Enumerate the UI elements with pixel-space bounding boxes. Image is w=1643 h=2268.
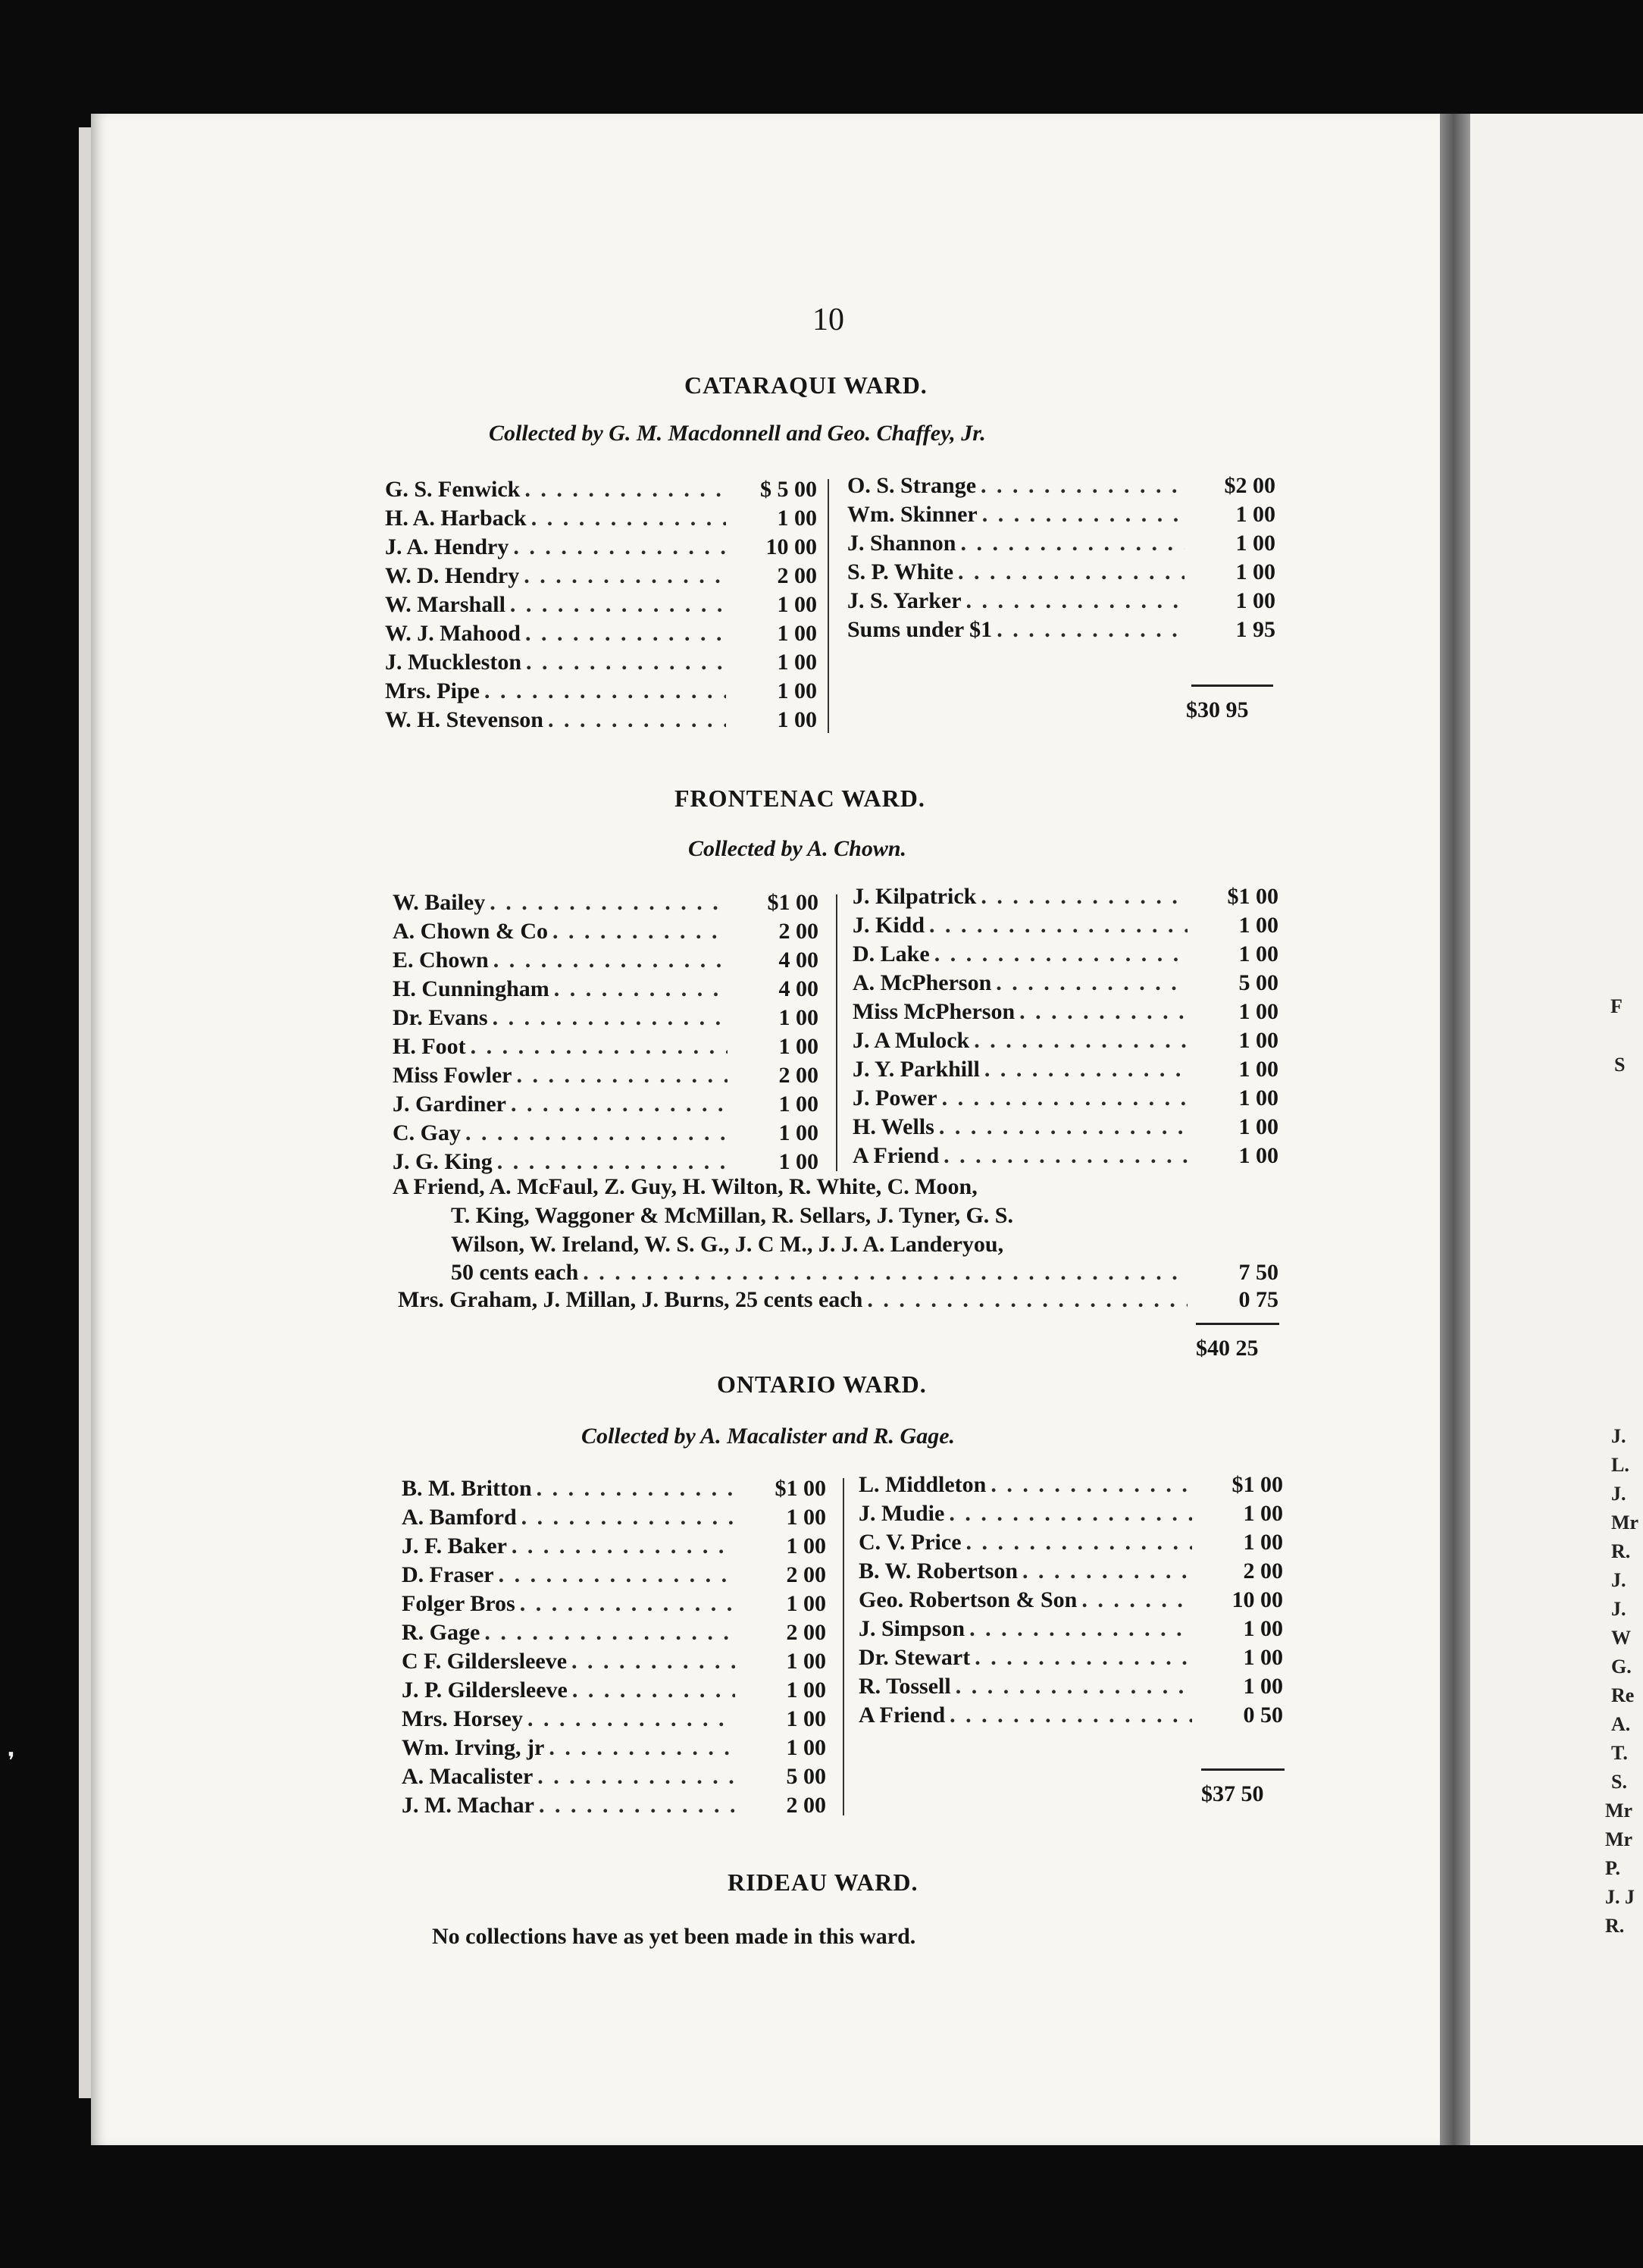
list-item: [859, 1471, 1283, 1499]
leader-dots: [956, 529, 1185, 558]
leader-dots: [1018, 1557, 1192, 1586]
entry-amount: $ 5 00: [760, 477, 817, 502]
ontario-title: ONTARIO WARD.: [717, 1371, 927, 1398]
entry-name: W. Bailey: [393, 890, 486, 915]
entry-amount: 1 00: [1238, 1057, 1278, 1082]
entry-name: A. Chown & Co: [393, 919, 549, 944]
leader-dots: [925, 911, 1188, 940]
entry-amount: 1 00: [778, 1092, 818, 1117]
entry-amount: 1 00: [778, 1034, 818, 1059]
entry-name: C. Gay: [393, 1120, 461, 1145]
facing-letter: J. J: [1605, 1886, 1635, 1908]
entry-amount: 1 00: [786, 1649, 826, 1674]
entry-amount: $1 00: [775, 1476, 826, 1501]
list-item: [853, 1055, 1278, 1084]
leader-dots: [934, 1113, 1188, 1142]
list-item: [385, 619, 817, 648]
leader-dots: [509, 533, 726, 562]
column-divider: [843, 1478, 844, 1815]
leader-dots: [466, 1032, 728, 1061]
entry-name: H. Cunningham: [393, 976, 549, 1001]
cataraqui-total: $30 95: [1186, 697, 1249, 722]
entry-amount: 1 00: [1238, 999, 1278, 1024]
leader-dots: [494, 1561, 735, 1590]
entry-amount: 1 00: [1235, 588, 1275, 613]
facing-letter: L.: [1611, 1454, 1629, 1476]
entry-amount: 5 00: [786, 1764, 826, 1789]
leader-dots: [970, 1643, 1192, 1672]
column-divider: [836, 894, 837, 1171]
entry-name: O. S. Strange: [847, 473, 977, 498]
facing-letter: J.: [1611, 1598, 1626, 1620]
leader-dots: [548, 917, 728, 946]
entry-name: J. M. Machar: [402, 1793, 534, 1818]
entry-name: A. Macalister: [402, 1764, 534, 1789]
list-item: [859, 1557, 1283, 1586]
entry-amount: 1 00: [1235, 559, 1275, 584]
frontenac-total: $40 25: [1196, 1336, 1259, 1361]
list-item: [385, 590, 817, 619]
frontenac-group-line: A Friend, A. McFaul, Z. Guy, H. Wilton, R. White, C. Moon,: [393, 1174, 978, 1199]
facing-letter: S: [1614, 1054, 1626, 1076]
list-item: [859, 1586, 1283, 1615]
entry-name: Mrs. Horsey: [402, 1706, 523, 1731]
total-rule: [1196, 1323, 1279, 1325]
entry-name: J. S. Yarker: [847, 588, 962, 613]
list-item: [847, 558, 1275, 587]
leader-dots: [480, 1618, 735, 1647]
list-item: [853, 882, 1278, 911]
leader-dots: [517, 1503, 735, 1532]
leader-dots: [568, 1676, 735, 1705]
entry-name: B. W. Robertson: [859, 1558, 1019, 1584]
entry-amount: 1 00: [1235, 502, 1275, 527]
frontenac-collector: Collected by A. Chown.: [688, 836, 907, 861]
entry-name: Sums under $1: [847, 617, 993, 642]
list-item: [385, 533, 817, 562]
leader-dots: [962, 587, 1185, 616]
leader-dots: [515, 1590, 735, 1618]
ontario-right-column: [859, 1471, 1283, 1730]
ontario-collector: Collected by A. Macalister and R. Gage.: [581, 1424, 956, 1449]
leader-dots: [991, 969, 1188, 998]
facing-letter: J.: [1611, 1425, 1626, 1447]
facing-letter: S.: [1611, 1771, 1627, 1793]
entry-name: Dr. Evans: [393, 1005, 488, 1030]
ontario-left-column: [402, 1474, 826, 1820]
leader-dots: [512, 1061, 728, 1090]
entry-amount: 1 00: [786, 1678, 826, 1703]
entry-name: H. A. Harback: [385, 506, 527, 531]
list-item: [402, 1561, 826, 1590]
list-item: [385, 706, 817, 735]
entry-name: Mrs. Pipe: [385, 678, 480, 703]
entry-name: J. Muckleston: [385, 650, 521, 675]
cataraqui-collector: Collected by G. M. Macdonnell and Geo. Chaffey, Jr.: [489, 421, 986, 446]
leader-dots: [523, 1705, 735, 1734]
leader-dots: [962, 1528, 1192, 1557]
facing-letter: J.: [1611, 1569, 1626, 1591]
entry-amount: 1 00: [1238, 1028, 1278, 1053]
entry-name: J. Shannon: [847, 531, 956, 556]
entry-amount: 1 00: [1238, 913, 1278, 938]
entry-name: Miss McPherson: [853, 999, 1016, 1024]
leader-dots: [533, 1762, 735, 1791]
entry-name: W. D. Hendry: [385, 563, 520, 588]
entry-name: Wm. Skinner: [847, 502, 978, 527]
list-item: [859, 1672, 1283, 1701]
entry-name: W. Marshall: [385, 592, 505, 617]
cataraqui-title: CATARAQUI WARD.: [684, 371, 928, 399]
frontenac-group2-entry: [398, 1286, 1278, 1314]
leader-dots: [485, 888, 728, 917]
leader-dots: [519, 562, 726, 590]
entry-name: J. Power: [853, 1085, 937, 1111]
entry-amount: 1 00: [777, 621, 817, 646]
entry-amount: 1 00: [1238, 1085, 1278, 1111]
entry-name: H. Foot: [393, 1034, 466, 1059]
list-item: [853, 1084, 1278, 1113]
list-item: [385, 562, 817, 590]
list-item: [402, 1647, 826, 1676]
list-item: [402, 1532, 826, 1561]
entry-amount: $2 00: [1224, 473, 1275, 498]
list-item: [402, 1590, 826, 1618]
entry-amount: 2 00: [778, 919, 818, 944]
facing-letter: J.: [1611, 1483, 1626, 1505]
leader-dots: [527, 504, 726, 533]
list-item: [402, 1474, 826, 1503]
entry-name: G. S. Fenwick: [385, 477, 521, 502]
entry-name: A Friend: [859, 1703, 946, 1728]
list-item: [385, 504, 817, 533]
facing-letter: G.: [1611, 1656, 1632, 1678]
entry-amount: 2 00: [1243, 1558, 1283, 1584]
list-item: [402, 1676, 826, 1705]
entry-amount: 1 00: [1243, 1530, 1283, 1555]
entry-name: A. Bamford: [402, 1505, 517, 1530]
entry-name: Mrs. Graham, J. Millan, J. Burns, 25 cents each: [398, 1287, 863, 1312]
entry-name: R. Tossell: [859, 1674, 951, 1699]
entry-name: B. M. Britton: [402, 1476, 532, 1501]
leader-dots: [969, 1026, 1188, 1055]
list-item: [853, 969, 1278, 998]
ontario-total: $37 50: [1201, 1781, 1264, 1806]
entry-amount: 1 00: [1235, 531, 1275, 556]
list-item: [853, 1113, 1278, 1142]
column-divider: [828, 479, 829, 733]
leader-dots: [965, 1615, 1192, 1643]
entry-name: Miss Fowler: [393, 1063, 512, 1088]
entry-amount: 1 00: [1238, 1114, 1278, 1139]
list-item: [402, 1705, 826, 1734]
list-item: [853, 1026, 1278, 1055]
entry-amount: 1 00: [1238, 941, 1278, 966]
entry-amount: 2 00: [777, 563, 817, 588]
leader-dots: [945, 1701, 1192, 1730]
list-item: [847, 616, 1275, 644]
entry-amount: 1 00: [786, 1591, 826, 1616]
leader-dots: [976, 882, 1188, 911]
list-item: [853, 940, 1278, 969]
entry-name: E. Chown: [393, 948, 489, 973]
list-item: [402, 1762, 826, 1791]
list-item: [402, 1503, 826, 1532]
leader-dots: [976, 471, 1185, 500]
entry-name: D. Fraser: [402, 1562, 494, 1587]
frontenac-group-line: T. King, Waggoner & McMillan, R. Sellars, J. Tyner, G. S.: [451, 1203, 1013, 1228]
entry-amount: 1 00: [777, 707, 817, 732]
leader-dots: [937, 1084, 1188, 1113]
leader-dots: [521, 619, 726, 648]
leader-dots: [992, 616, 1185, 644]
entry-name: 50 cents each: [451, 1260, 579, 1285]
entry-name: L. Middleton: [859, 1472, 987, 1497]
entry-amount: $1 00: [1231, 1472, 1283, 1497]
entry-amount: 1 95: [1235, 617, 1275, 642]
entry-amount: 1 00: [1238, 1143, 1278, 1168]
list-item: [847, 587, 1275, 616]
list-item: [402, 1618, 826, 1647]
page-number: 10: [812, 302, 844, 337]
entry-amount: 1 00: [778, 1149, 818, 1174]
list-item: [859, 1615, 1283, 1643]
entry-name: J. G. King: [393, 1149, 493, 1174]
entry-name: Folger Bros: [402, 1591, 515, 1616]
entry-name: W. H. Stevenson: [385, 707, 543, 732]
list-item: [853, 998, 1278, 1026]
leader-dots: [549, 975, 728, 1004]
leader-dots: [505, 590, 726, 619]
leader-dots: [944, 1499, 1192, 1528]
entry-amount: 1 00: [778, 1005, 818, 1030]
entry-name: H. Wells: [853, 1114, 934, 1139]
leader-dots: [480, 677, 726, 706]
cataraqui-right-column: [847, 471, 1275, 644]
entry-name: D. Lake: [853, 941, 930, 966]
list-item: [847, 529, 1275, 558]
entry-amount: 1 00: [1243, 1501, 1283, 1526]
facing-letter: F: [1610, 995, 1623, 1017]
leader-dots: [543, 706, 726, 735]
list-item: [385, 648, 817, 677]
facing-letter: Mr: [1605, 1828, 1633, 1850]
entry-amount: 5 00: [1238, 970, 1278, 995]
total-rule: [1201, 1768, 1285, 1771]
entry-amount: 10 00: [1231, 1587, 1283, 1612]
list-item: [393, 1090, 818, 1119]
book-gutter: [1440, 114, 1470, 2145]
entry-amount: 7 50: [1238, 1260, 1278, 1285]
list-item: [853, 911, 1278, 940]
list-item: [393, 975, 818, 1004]
entry-name: Dr. Stewart: [859, 1645, 971, 1670]
entry-amount: 4 00: [778, 948, 818, 973]
leader-dots: [532, 1474, 735, 1503]
leader-dots: [1015, 998, 1188, 1026]
facing-letter: Mr: [1611, 1511, 1639, 1533]
entry-amount: 10 00: [765, 534, 817, 559]
cataraqui-left-column: [385, 475, 817, 735]
entry-name: W. J. Mahood: [385, 621, 521, 646]
leader-dots: [951, 1672, 1192, 1701]
entry-amount: 1 00: [778, 1120, 818, 1145]
list-item: [847, 471, 1275, 500]
entry-name: J. Simpson: [859, 1616, 965, 1641]
leader-dots: [489, 946, 728, 975]
entry-amount: 2 00: [786, 1620, 826, 1645]
list-item: [393, 1119, 818, 1148]
total-rule: [1191, 684, 1273, 687]
facing-letter: R.: [1605, 1915, 1625, 1937]
entry-amount: 2 00: [778, 1063, 818, 1088]
list-item: [393, 888, 818, 917]
entry-name: R. Gage: [402, 1620, 480, 1645]
list-item: [859, 1499, 1283, 1528]
entry-amount: 1 00: [1243, 1674, 1283, 1699]
leader-dots: [978, 500, 1185, 529]
list-item: [859, 1643, 1283, 1672]
leader-dots: [953, 558, 1185, 587]
leader-dots: [488, 1004, 728, 1032]
facing-letter: P.: [1605, 1857, 1620, 1879]
frontenac-left-column: [393, 888, 818, 1176]
entry-amount: 2 00: [786, 1562, 826, 1587]
entry-amount: $1 00: [767, 890, 818, 915]
entry-name: J. Mudie: [859, 1501, 945, 1526]
entry-name: J. A Mulock: [853, 1028, 970, 1053]
facing-letter: Re: [1611, 1684, 1635, 1706]
list-item: [402, 1734, 826, 1762]
frontenac-right-column: [853, 882, 1278, 1170]
entry-amount: 1 00: [786, 1533, 826, 1558]
list-item: [393, 917, 818, 946]
entry-amount: 2 00: [786, 1793, 826, 1818]
entry-amount: 1 00: [1243, 1616, 1283, 1641]
entry-amount: 1 00: [777, 678, 817, 703]
entry-name: J. Kilpatrick: [853, 884, 977, 909]
list-item: [393, 1004, 818, 1032]
leader-dots: [980, 1055, 1188, 1084]
leader-dots: [521, 648, 726, 677]
rideau-note: No collections have as yet been made in this ward.: [432, 1924, 916, 1949]
facing-letter: T.: [1611, 1742, 1628, 1764]
entry-name: A. McPherson: [853, 970, 992, 995]
entry-amount: 1 00: [786, 1505, 826, 1530]
entry-amount: 1 00: [786, 1735, 826, 1760]
facing-letter: R.: [1611, 1540, 1631, 1562]
entry-name: C F. Gildersleeve: [402, 1649, 568, 1674]
list-item: [847, 500, 1275, 529]
entry-name: J. Y. Parkhill: [853, 1057, 980, 1082]
entry-name: J. Gardiner: [393, 1092, 506, 1117]
entry-name: S. P. White: [847, 559, 954, 584]
entry-name: C. V. Price: [859, 1530, 962, 1555]
frontenac-group-entry: [451, 1258, 1278, 1287]
leader-dots: [862, 1286, 1188, 1314]
list-item: [385, 677, 817, 706]
leader-dots: [461, 1119, 728, 1148]
entry-name: J. P. Gildersleeve: [402, 1678, 568, 1703]
leader-dots: [520, 475, 726, 504]
facing-letter: W: [1611, 1627, 1631, 1649]
leader-dots: [506, 1090, 728, 1119]
list-item: [859, 1528, 1283, 1557]
entry-amount: 1 00: [777, 650, 817, 675]
entry-name: Wm. Irving, jr: [402, 1735, 545, 1760]
list-item: [393, 946, 818, 975]
list-item: [859, 1701, 1283, 1730]
entry-name: A Friend: [853, 1143, 940, 1168]
facing-letter: A.: [1611, 1713, 1631, 1735]
frontenac-group-line: Wilson, W. Ireland, W. S. G., J. C M., J. J. A. Landeryou,: [451, 1232, 1004, 1257]
leader-dots: [578, 1258, 1188, 1287]
entry-name: J. F. Baker: [402, 1533, 507, 1558]
entry-name: Geo. Robertson & Son: [859, 1587, 1078, 1612]
list-item: [385, 475, 817, 504]
entry-amount: 0 50: [1243, 1703, 1283, 1728]
list-item: [393, 1061, 818, 1090]
entry-amount: 1 00: [786, 1706, 826, 1731]
entry-amount: $1 00: [1227, 884, 1278, 909]
frontenac-title: FRONTENAC WARD.: [674, 785, 925, 812]
leader-dots: [1077, 1586, 1192, 1615]
entry-amount: 1 00: [1243, 1645, 1283, 1670]
leader-dots: [986, 1471, 1192, 1499]
list-item: [402, 1791, 826, 1820]
leader-dots: [534, 1791, 735, 1820]
entry-amount: 4 00: [778, 976, 818, 1001]
entry-name: J. Kidd: [853, 913, 925, 938]
entry-amount: 1 00: [777, 592, 817, 617]
entry-name: J. A. Hendry: [385, 534, 509, 559]
list-item: [393, 1032, 818, 1061]
entry-amount: 0 75: [1238, 1287, 1278, 1312]
leader-dots: [507, 1532, 735, 1561]
rideau-title: RIDEAU WARD.: [728, 1869, 919, 1896]
entry-amount: 1 00: [777, 506, 817, 531]
leader-dots: [567, 1647, 735, 1676]
dust-speck: ❜: [8, 1748, 15, 1775]
leader-dots: [939, 1142, 1188, 1170]
leader-dots: [930, 940, 1188, 969]
list-item: [853, 1142, 1278, 1170]
facing-letter: Mr: [1605, 1800, 1633, 1822]
leader-dots: [544, 1734, 735, 1762]
